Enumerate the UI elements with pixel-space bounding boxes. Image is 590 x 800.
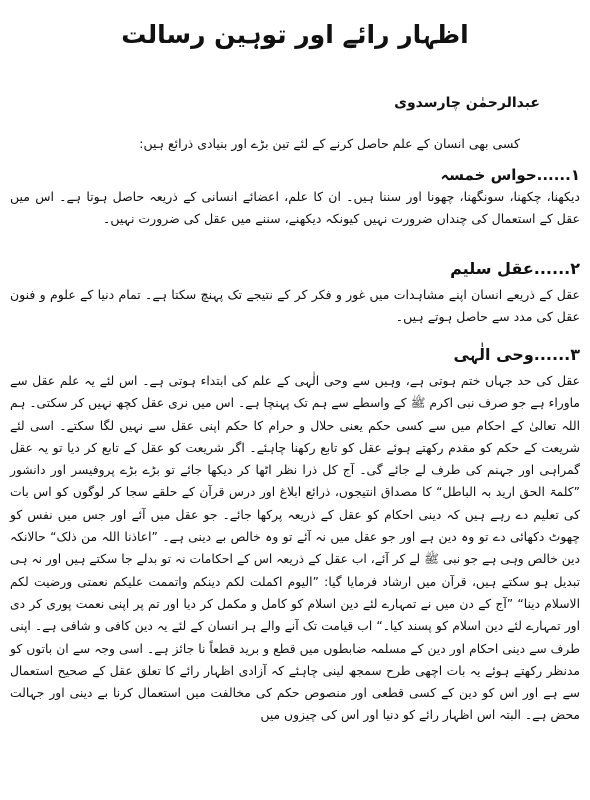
section-paragraph-2: عقل کے ذریعے انسان اپنے مشاہدات میں غور و فکر کر کے نتیجے تک پہنچ سکتا ہے۔ تمام دنیا کے علوم و فنون عقل کی مدد سے حاصل ہوتے ہیں۔ xyxy=(10,287,580,324)
section-title-1: حواس خمسہ xyxy=(440,166,537,184)
section-title-3: وحی الٰہی xyxy=(453,345,534,364)
section-heading-2 xyxy=(10,258,580,284)
author-name: عبدالرحمٰن چارسدوی xyxy=(394,95,540,111)
section-number-3: ۳...... xyxy=(533,345,580,364)
section-paragraph-3: عقل کی حد جہاں ختم ہوتی ہے، وہیں سے وحی الٰہی کے علم کی ابتداء ہوتی ہے۔ اس لئے یہ علم عقل سے ماوراء ہے جو صرف نبی اکرم ﷺ کے واسطے سے ہم تک پہنچا ہے۔ اس میں نری عقل کچھ نہیں کر سکتی۔ ہم اللہ تعالیٰ کے احکام میں سے کسی حکم یعنی حلال و حرام کا حکم اپنی عقل سے نہیں لگا سکتے۔ اسی لئے شریعت کے حکم کو مقدم رکھتے ہوئے عقل کو تابع رکھنا چاہئے۔ اگر شریعت کو عقل کے تابع کر دیا تو یہ عقل گمراہی اور جہنم کی طرف لے جائے گی۔ آج کل ذرا نظر اٹھا کر دیکھا جائے تو بڑے بڑے پروفیسر اور دانشور ”کلمۃ الحق ارید بہ الباطل“ کا مصداق انتیجوں، ذرائع ابلاغ اور درس قرآن کے حلقے سجا کر لوگوں کو اس بات کی تعلیم دے رہے ہیں کہ دینی احکام کو عقل کے ذریعہ پرکھا جائے۔ جو عقل میں آئے اور جس میں نفس کو چھوٹ دکھائی دے تو وہ دین ہے اور جو عقل میں نہ آئے تو وہ خالص بے دینی ہے۔ ”اعاذنا اللہ من ذلک“ حالانکہ دین خالص وہی ہے جو نبی ﷺ لے کر آئے، اب عقل کے ذریعہ اس کے احکامات نہ تو بدلے جا سکتے ہیں اور نہ ہی تبدیل ہو سکتے ہیں، قرآن میں ارشاد فرمایا گیا: ”الیوم اکملت لکم دینکم واتممت علیکم نعمتی ورضیت لکم الاسلام دینا“ ”آج کے دن میں نے تمہارے لئے دین اسلام کو کامل و مکمل کر دیا اور تم پر اپنی نعمت پوری کر دی اور تمہارے لئے دین اسلام کو پسند کیا۔“ اب قیامت تک آنے والے ہر انسان کے لئے یہ دین کافی و شافی ہے۔ اپنی طرف سے دینی احکام اور دین کے مسلمہ ضابطوں میں قطع و برید قطعاً نا جائز ہے۔ اسی وجہ سے ان باتوں کو مدنظر رکھتے ہوئے یہ بات اچھی طرح سمجھ لینی چاہئے کہ آزادی اظہار رائے کا تعلق عقل کے صحیح استعمال سے ہے اور اس کو دین کے کسی قطعی اور منصوص حکم کی مخالفت میں استعمال کرنا بے دینی اور جہالت محض ہے۔ البتہ اس اظہار رائے کو دنیا اور اس کی چیزوں میں xyxy=(10,374,580,723)
intro-text: کسی بھی انسان کے علم حاصل کرنے کے لئے تین بڑے اور بنیادی ذرائع ہیں: xyxy=(139,136,520,151)
section-title-2: عقل سلیم xyxy=(450,259,534,278)
section-heading-1 xyxy=(10,164,580,186)
section-heading-3 xyxy=(10,344,580,370)
article-title: اظہار رائے اور توہین رسالت xyxy=(121,20,469,49)
section-number-1: ۱...... xyxy=(536,166,580,184)
section-number-2: ۲...... xyxy=(533,259,580,278)
section-paragraph-1: دیکھنا، چکھنا، سونگھنا، چھونا اور سننا ہیں۔ ان کا علم، اعضائے انسانی کے ذریعہ حاصل ہوتا ہے۔ اس میں عقل کے استعمال کی چنداں ضرورت نہیں کیونکہ دیکھنے، سننے میں عقل کی ضرورت نہیں۔ xyxy=(10,189,580,226)
